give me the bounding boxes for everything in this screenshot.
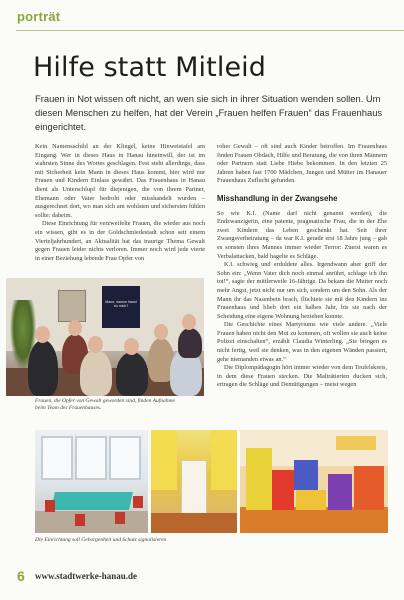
body-paragraph: Diese Einrichtung für verzweifelte Frauen, die wieder aus noch ein wissen, gibt es in der Goldschmiedestadt schon seit einem Vierteljahrhundert, an Aktualität hat das traurige Thema Gewalt gegen Frauen leider nichts verloren. Immer noch wird jede vierte in einer Beziehung lebende Frau Opfer von <box>35 220 205 262</box>
chair-shape <box>133 496 143 508</box>
person-head-shape <box>88 336 103 353</box>
section-label: porträt <box>17 9 61 24</box>
person-head-shape <box>154 324 168 340</box>
body-paragraph: So wie K.I. (Name darf nicht genannt werden), die Endzwanzigerin, eine patente, pragmatische Frau, die in der Ehe zwei Kindern das Leben geschenkt hat. Seit ihrer Zwangsverheiratung – da war K.I. gerade erst 18 Jahre jung – gab es sonsten ihres Mannes immer wieder Terror: Zuerst waren es Verbalattacken, bald hagelte es Schläge. <box>217 209 387 260</box>
person-shape <box>80 350 112 396</box>
lead-paragraph: Frauen in Not wissen oft nicht, an wen sie sich in ihrer Situation wenden sollen. Um diesen Menschen zu helfen, hat der Verein „Frauen helfen Frauen“ das Frauenhaus eingerichtet. <box>35 93 383 132</box>
page-number: 6 <box>17 568 25 584</box>
play-block-shape <box>354 466 384 510</box>
play-block-shape <box>246 448 272 510</box>
chair-shape <box>115 512 125 524</box>
window-shape <box>41 436 73 480</box>
person-head-shape <box>68 320 82 336</box>
floor-shape <box>35 511 148 533</box>
picture-frame-shape <box>58 290 86 322</box>
person-head-shape <box>35 326 50 343</box>
team-photo <box>6 278 204 396</box>
person-shape <box>116 352 148 396</box>
play-block-shape <box>328 474 352 510</box>
window-shape <box>75 436 107 480</box>
poster <box>102 286 140 328</box>
headline: Hilfe statt Mitleid <box>33 52 266 83</box>
chair-shape <box>75 514 85 526</box>
play-block-shape <box>336 436 376 450</box>
play-block-shape <box>296 490 326 510</box>
body-paragraph: roher Gewalt – oft sind auch Kinder betroffen. Im Frauenhaus finden Frauen Obdach, Hilfe und Beratung, die von ihren Männern oder Partnern statt Liebe Hiebe bekommen. In den letzten 25 Jahren haben fast 1700 Mädchen, Jungen und Mütter im Hanauer Frauenhaus Zuflucht gefunden. <box>217 143 387 185</box>
article-column-right <box>217 143 387 390</box>
floor-shape <box>151 513 237 533</box>
window-shape <box>109 436 141 480</box>
team-photo-caption: Frauen, die Opfer von Gewalt geworden sind, finden Aufnahme beim Team des Frauenhauses. <box>35 398 175 411</box>
curtain-shape <box>211 430 237 490</box>
subheading: Misshandlung in der Zwangsehe <box>217 193 338 203</box>
poster-text: Mann, warum haust du mich? <box>105 300 137 309</box>
playroom-photo <box>151 430 237 533</box>
body-paragraph: Die Diplompädagogin hört immer wieder von dem Teufelskreis, in dem diese Frauen stecken. Die Malträtierten ducken sich, ertragen die Schläge und Demütigungen – meist wegen <box>217 364 387 389</box>
person-shape <box>28 340 58 396</box>
door-shape <box>181 460 207 516</box>
rooms-photo-caption: Die Einrichtung soll Geborgenheit und Schutz signalisieren <box>35 537 167 543</box>
person-shape <box>178 328 202 358</box>
person-head-shape <box>124 338 139 355</box>
soft-play-room-photo <box>240 430 388 533</box>
body-paragraph: K.I. schwieg und erduldete alles. Irgendwann aber griff der Sohn ein: „Wenn Vater dich noch einmal anrührt, schlage ich ihn tot!“, sagte der mittlerweile 16-Jährige. Da bekam die Mutter noch mehr Angst, jetzt nicht nur um sich, sondern um den Sohn. Als der Mann ihr das Nasenbein brach, flüchtete sie mit den Kindern ins Frauenhaus und blieb dort ein halbes Jahr, bis sie nach der Scheidung eine eigene Wohnung beziehen konnte. <box>217 261 387 320</box>
floor-shape <box>240 507 388 533</box>
curtain-shape <box>151 430 177 490</box>
table-shape <box>51 492 133 510</box>
body-paragraph: Die Geschichte eines Martyriums wie viele andere. „Viele Frauen haben nicht den Mut zu kommen, oft wollen sie auch keine Polizei einschalten“, erzählt Claudia Winterling. „Sie bringen es nicht fertig, weil sie denken, was in den eigenen Wänden passiert, gehe niemanden etwas an.“ <box>217 321 387 363</box>
footer-url: www.stadtwerke-hanau.de <box>35 571 138 581</box>
dining-room-photo <box>35 430 148 533</box>
play-block-shape <box>272 470 294 510</box>
play-block-shape <box>294 460 318 490</box>
body-paragraph: Kein Namensschild an der Klingel, keine Hinweistafel am Eingang. Wer in dieses Haus in Hanau hineinwill, der ist im wahrsten Sinne des Wortes geschlagen. Fest steht allerdings, dass mit Sicherheit kein Mann in dieses Haus kommt, hier wird nur Frauen und Kindern Einlass gewährt. Das Frauenhaus in Hanau dient als Unterschlupf für diejenigen, die von ihrem Partner, Ehemann oder Vater bedroht oder misshandelt wurden – ausgerechnet dort, wo man sich am wohlsten und sichersten fühlen sollte: daheim. <box>35 143 205 219</box>
person-head-shape <box>182 314 196 330</box>
section-divider <box>16 30 404 31</box>
article-column-left <box>35 143 205 263</box>
chair-shape <box>45 500 55 512</box>
